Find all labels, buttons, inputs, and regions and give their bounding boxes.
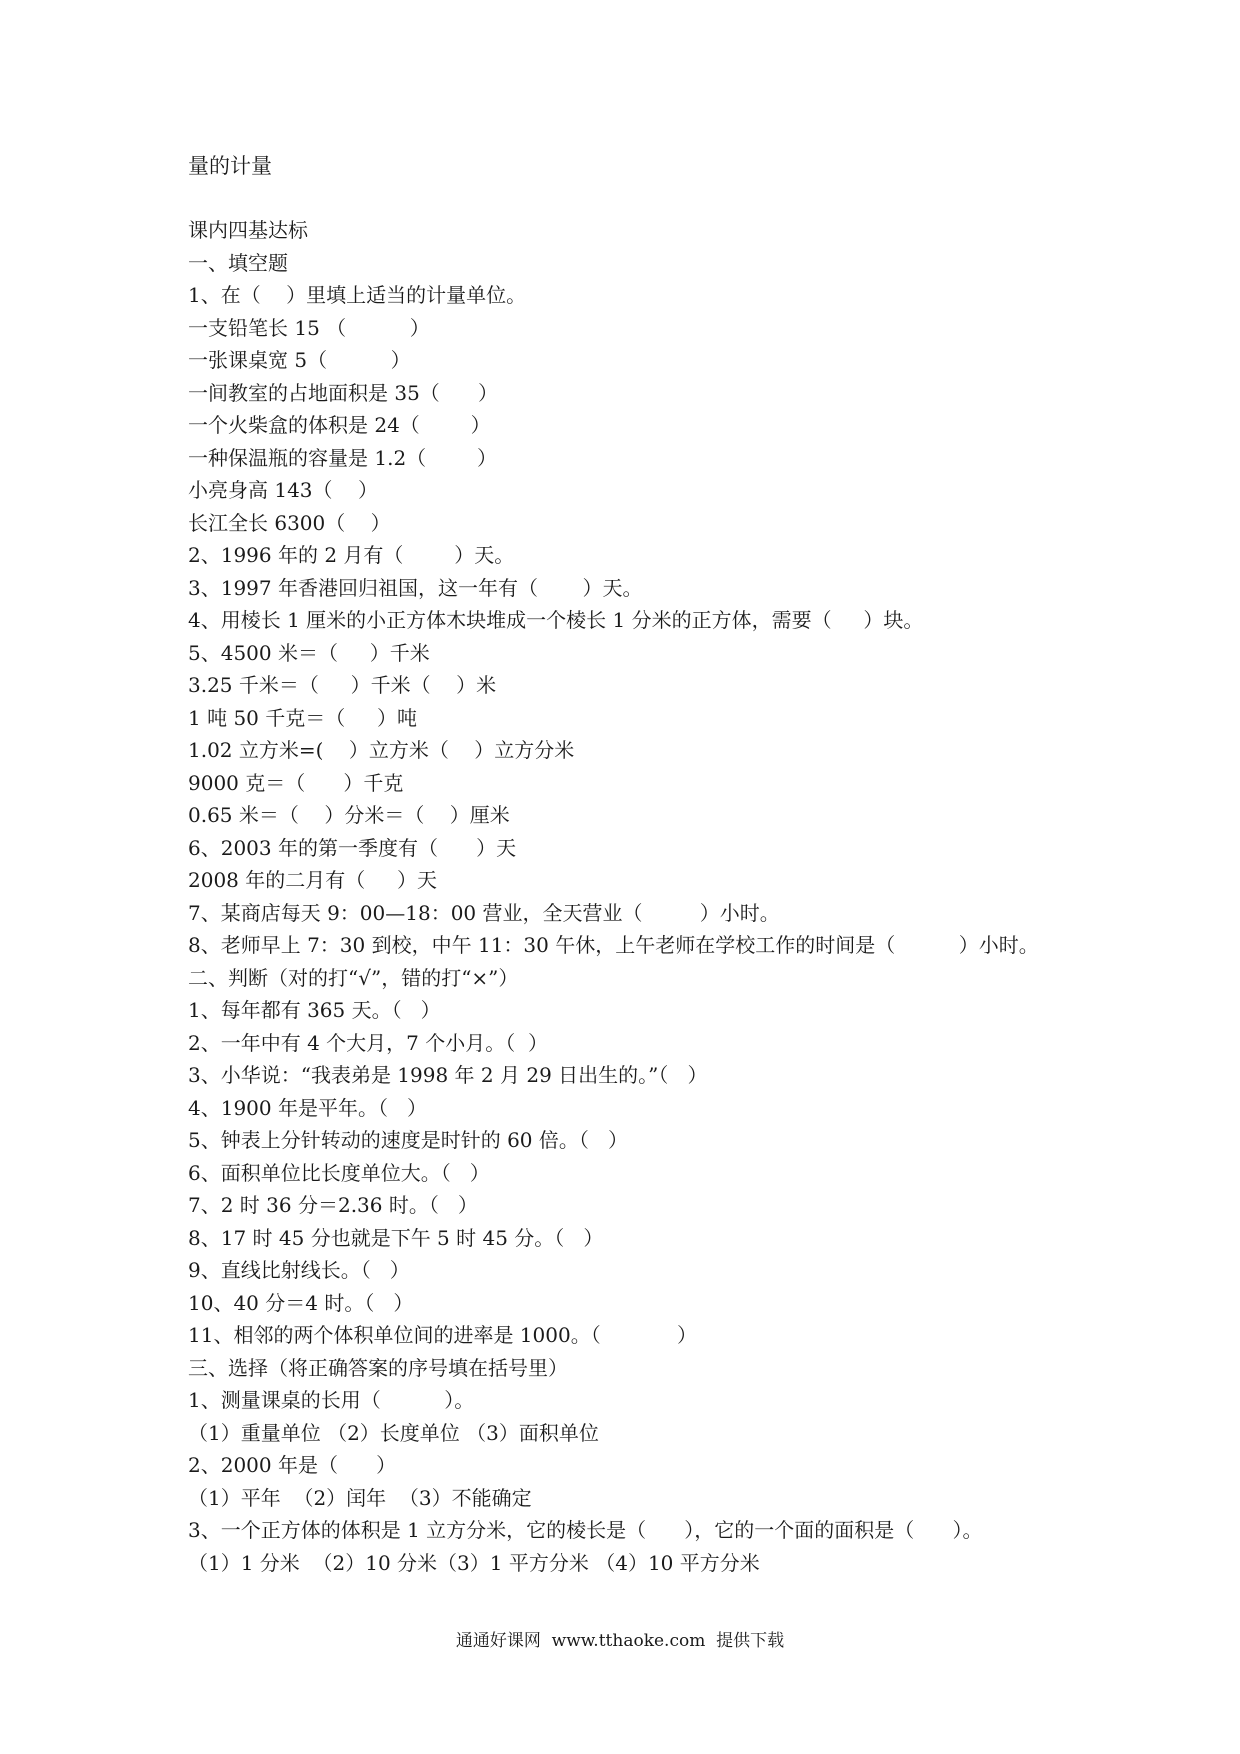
text-line: 0.65 米＝（ ）分米＝（ ）厘米 bbox=[188, 803, 510, 827]
text-line: 6、面积单位比长度单位大。（ ） bbox=[188, 1160, 490, 1185]
text-line: 9、直线比射线长。（ ） bbox=[188, 1258, 410, 1282]
text-line: 一支铅笔长 15 （ ） bbox=[188, 315, 430, 340]
text-line: 9000 克＝（ ）千克 bbox=[188, 770, 404, 795]
text-line: 1、在（ ）里填上适当的计量单位。 bbox=[188, 283, 527, 307]
text-line: 5、4500 米＝（ ）千米 bbox=[188, 640, 430, 665]
text-line: 4、1900 年是平年。（ ） bbox=[188, 1095, 428, 1120]
text-line: （1）1 分米 （2）10 分米（3）1 平方分米 （4）10 平方分米 bbox=[188, 1550, 760, 1575]
text-line: 3、1997 年香港回归祖国，这一年有（ ）天。 bbox=[188, 575, 643, 600]
text-line: 1、测量课桌的长用（ ）。 bbox=[188, 1388, 475, 1412]
text-line: 2、1996 年的 2 月有（ ）天。 bbox=[188, 543, 515, 567]
text-line: 课内四基达标 bbox=[188, 218, 308, 242]
text-line: 1、每年都有 365 天。（ ） bbox=[188, 998, 441, 1022]
text-line: 6、2003 年的第一季度有（ ）天 bbox=[188, 835, 517, 860]
text-line: 长江全长 6300（ ） bbox=[188, 510, 391, 535]
page-title: 量的计量 bbox=[188, 154, 272, 178]
text-line: 一种保温瓶的容量是 1.2（ ） bbox=[188, 445, 498, 470]
text-line: 7、某商店每天 9：00—18：00 营业，全天营业（ ）小时。 bbox=[188, 900, 780, 925]
text-line: 8、17 时 45 分也就是下午 5 时 45 分。（ ） bbox=[188, 1225, 604, 1250]
text-line: 1 吨 50 千克＝（ ）吨 bbox=[188, 705, 418, 730]
text-line: 1.02 立方米=( ）立方米（ ）立方分米 bbox=[188, 738, 575, 762]
text-line: （1）平年 （2）闰年 （3）不能确定 bbox=[188, 1485, 532, 1510]
text-line: 8、老师早上 7：30 到校，中午 11：30 午休，上午老师在学校工作的时间是（ ）小时。 bbox=[188, 933, 1039, 957]
text-line: 二、判断（对的打“√”，错的打“×”） bbox=[188, 965, 519, 990]
question-list bbox=[188, 214, 1188, 1579]
text-line: 4、用棱长 1 厘米的小正方体木块堆成一个棱长 1 分米的正方体，需要（ ）块。 bbox=[188, 608, 924, 632]
text-line: 一、填空题 bbox=[188, 250, 288, 275]
text-line: （1）重量单位 （2）长度单位 （3）面积单位 bbox=[188, 1420, 599, 1445]
text-line: 小亮身高 143（ ） bbox=[188, 478, 378, 502]
text-line: 一个火柴盒的体积是 24（ ） bbox=[188, 413, 491, 437]
text-line: 11、相邻的两个体积单位间的进率是 1000。（ ） bbox=[188, 1323, 697, 1347]
text-line: 10、40 分＝4 时。（ ） bbox=[188, 1290, 414, 1315]
text-line: 一间教室的占地面积是 35（ ） bbox=[188, 380, 498, 405]
text-line: 一张课桌宽 5（ ） bbox=[188, 348, 411, 372]
text-line: 3、一个正方体的体积是 1 立方分米，它的棱长是（ ），它的一个面的面积是（ ）。 bbox=[188, 1518, 983, 1542]
text-line: 2、2000 年是（ ） bbox=[188, 1453, 397, 1477]
footer-text: 通通好课网 www.tthaoke.com 提供下载 bbox=[455, 1631, 785, 1651]
text-line: 5、钟表上分针转动的速度是时针的 60 倍。（ ） bbox=[188, 1128, 628, 1152]
text-line: 3.25 千米＝（ ）千米（ ）米 bbox=[188, 673, 497, 697]
text-line: 7、2 时 36 分＝2.36 时。（ ） bbox=[188, 1193, 478, 1217]
text-line: 2、一年中有 4 个大月，7 个小月。（ ） bbox=[188, 1030, 548, 1055]
text-line: 2008 年的二月有（ ）天 bbox=[188, 868, 438, 892]
text-line: 三、选择（将正确答案的序号填在括号里） bbox=[188, 1355, 568, 1380]
text-line: 3、小华说：“我表弟是 1998 年 2 月 29 日出生的。”（ ） bbox=[188, 1063, 708, 1087]
